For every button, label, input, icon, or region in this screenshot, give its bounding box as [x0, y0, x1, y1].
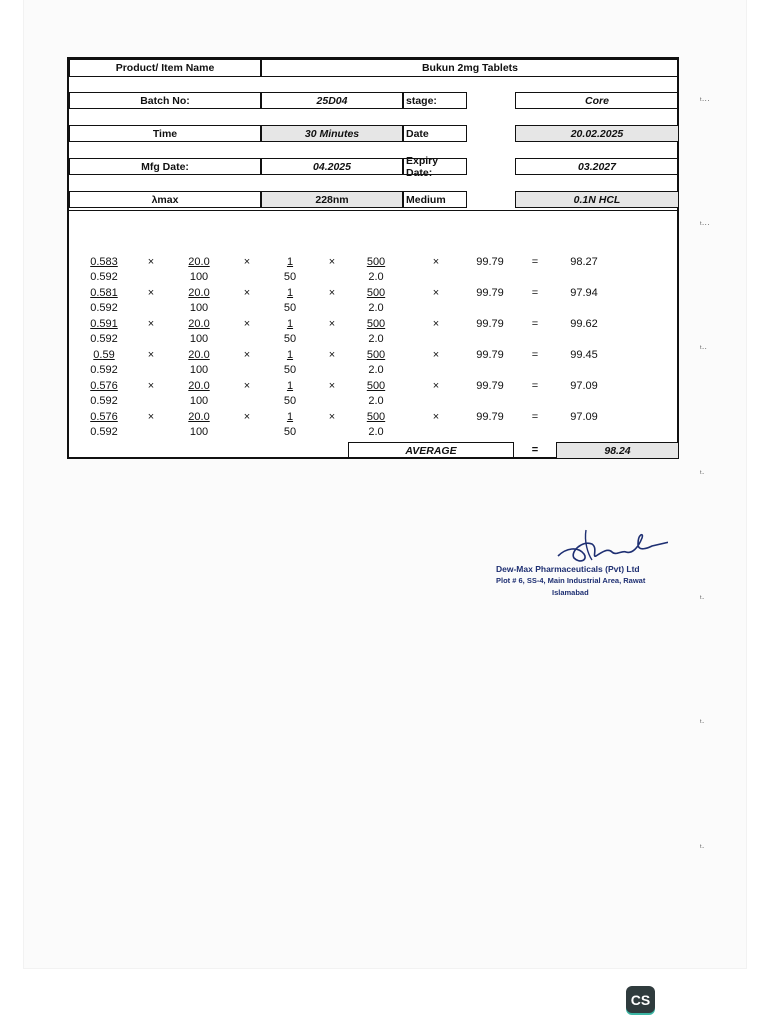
volume: 50: [283, 271, 297, 283]
lambda-max-value: 228nm: [261, 191, 403, 208]
scan-speck: ᵗ···: [700, 96, 710, 105]
standard-absorbance: 0.592: [90, 395, 118, 407]
result: 97.09: [570, 411, 598, 423]
date-label: Date: [403, 125, 467, 142]
aliquot: 1: [286, 380, 294, 392]
medium-volume: 500: [366, 287, 386, 299]
times-sign: ×: [328, 411, 336, 423]
std-dilution: 100: [189, 333, 209, 345]
std-dilution: 100: [189, 271, 209, 283]
times-sign: ×: [243, 256, 251, 268]
scan-speck: ᵗ·: [700, 843, 705, 852]
potency: 99.79: [476, 256, 504, 268]
stamp-city: Islamabad: [552, 588, 589, 597]
times-sign: ×: [243, 287, 251, 299]
mfg-label: Mfg Date:: [69, 158, 261, 175]
sample-absorbance: 0.576: [90, 380, 118, 392]
times-sign: ×: [243, 318, 251, 330]
scan-speck: ᵗ··: [700, 344, 708, 353]
time-label: Time: [69, 125, 261, 142]
times-sign: ×: [432, 411, 440, 423]
std-dilution: 100: [189, 426, 209, 438]
aliquot: 1: [286, 256, 294, 268]
scan-speck: ᵗ·: [700, 469, 705, 478]
std-dilution: 100: [189, 395, 209, 407]
times-sign: ×: [243, 380, 251, 392]
batch-value: 25D04: [261, 92, 403, 109]
time-value: 30 Minutes: [261, 125, 403, 142]
std-weight: 20.0: [188, 380, 210, 392]
standard-absorbance: 0.592: [90, 426, 118, 438]
medium-volume: 500: [366, 318, 386, 330]
result: 97.94: [570, 287, 598, 299]
sample-absorbance: 0.59: [93, 349, 115, 361]
product-label: Product/ Item Name: [69, 59, 261, 77]
average-value: 98.24: [556, 442, 679, 459]
potency: 99.79: [476, 349, 504, 361]
times-sign: ×: [147, 380, 155, 392]
label-claim: 2.0: [368, 333, 384, 345]
scan-speck: ᵗ···: [700, 220, 710, 229]
volume: 50: [283, 426, 297, 438]
result: 99.45: [570, 349, 598, 361]
equals-sign: =: [531, 256, 539, 268]
lambda-max-label: λmax: [69, 191, 261, 208]
calculation-block: [69, 255, 679, 445]
times-sign: ×: [328, 318, 336, 330]
times-sign: ×: [328, 287, 336, 299]
volume: 50: [283, 395, 297, 407]
potency: 99.79: [476, 318, 504, 330]
medium-volume: 500: [366, 411, 386, 423]
aliquot: 1: [286, 318, 294, 330]
scan-speck: ᵗ·: [700, 718, 705, 727]
product-value: Bukun 2mg Tablets: [261, 59, 679, 77]
std-weight: 20.0: [188, 256, 210, 268]
camscanner-logo: CS: [626, 986, 655, 1013]
equals-sign: =: [531, 380, 539, 392]
medium-value: 0.1N HCL: [515, 191, 679, 208]
company-stamp: [488, 518, 668, 608]
mfg-value: 04.2025: [261, 158, 403, 175]
times-sign: ×: [432, 287, 440, 299]
equals-sign: =: [531, 318, 539, 330]
label-claim: 2.0: [368, 364, 384, 376]
equals-sign: =: [531, 444, 539, 456]
stage-value: Core: [515, 92, 679, 109]
times-sign: ×: [432, 380, 440, 392]
result: 98.27: [570, 256, 598, 268]
medium-volume: 500: [366, 380, 386, 392]
equals-sign: =: [531, 411, 539, 423]
batch-label: Batch No:: [69, 92, 261, 109]
volume: 50: [283, 364, 297, 376]
volume: 50: [283, 302, 297, 314]
standard-absorbance: 0.592: [90, 271, 118, 283]
aliquot: 1: [286, 349, 294, 361]
potency: 99.79: [476, 287, 504, 299]
equals-sign: =: [531, 287, 539, 299]
average-label: AVERAGE: [348, 442, 514, 459]
potency: 99.79: [476, 411, 504, 423]
scan-speck: ᵗ·: [700, 594, 705, 603]
result: 97.09: [570, 380, 598, 392]
sample-absorbance: 0.581: [90, 287, 118, 299]
medium-volume: 500: [366, 349, 386, 361]
date-value: 20.02.2025: [515, 125, 679, 142]
medium-label: Medium: [403, 191, 467, 208]
standard-absorbance: 0.592: [90, 302, 118, 314]
std-weight: 20.0: [188, 287, 210, 299]
expiry-value: 03.2027: [515, 158, 679, 175]
times-sign: ×: [147, 349, 155, 361]
aliquot: 1: [286, 287, 294, 299]
times-sign: ×: [432, 349, 440, 361]
times-sign: ×: [147, 287, 155, 299]
times-sign: ×: [147, 318, 155, 330]
standard-absorbance: 0.592: [90, 333, 118, 345]
times-sign: ×: [243, 349, 251, 361]
sample-absorbance: 0.583: [90, 256, 118, 268]
times-sign: ×: [243, 411, 251, 423]
medium-volume: 500: [366, 256, 386, 268]
section-divider: [69, 210, 679, 211]
sample-absorbance: 0.591: [90, 318, 118, 330]
std-weight: 20.0: [188, 411, 210, 423]
std-weight: 20.0: [188, 349, 210, 361]
stamp-address: Plot # 6, SS-4, Main Industrial Area, Rawat: [496, 576, 646, 585]
result: 99.62: [570, 318, 598, 330]
volume: 50: [283, 333, 297, 345]
times-sign: ×: [147, 411, 155, 423]
expiry-label: Expiry Date:: [403, 158, 467, 175]
label-claim: 2.0: [368, 395, 384, 407]
std-weight: 20.0: [188, 318, 210, 330]
label-claim: 2.0: [368, 302, 384, 314]
sample-absorbance: 0.576: [90, 411, 118, 423]
std-dilution: 100: [189, 302, 209, 314]
standard-absorbance: 0.592: [90, 364, 118, 376]
equals-sign: =: [531, 349, 539, 361]
times-sign: ×: [432, 256, 440, 268]
dissolution-worksheet: [67, 57, 679, 459]
signature-icon: [488, 518, 668, 568]
label-claim: 2.0: [368, 271, 384, 283]
label-claim: 2.0: [368, 426, 384, 438]
times-sign: ×: [328, 256, 336, 268]
times-sign: ×: [432, 318, 440, 330]
stamp-company-name: Dew-Max Pharmaceuticals (Pvt) Ltd: [496, 564, 640, 574]
times-sign: ×: [328, 380, 336, 392]
std-dilution: 100: [189, 364, 209, 376]
aliquot: 1: [286, 411, 294, 423]
potency: 99.79: [476, 380, 504, 392]
times-sign: ×: [328, 349, 336, 361]
stage-label: stage:: [403, 92, 467, 109]
times-sign: ×: [147, 256, 155, 268]
